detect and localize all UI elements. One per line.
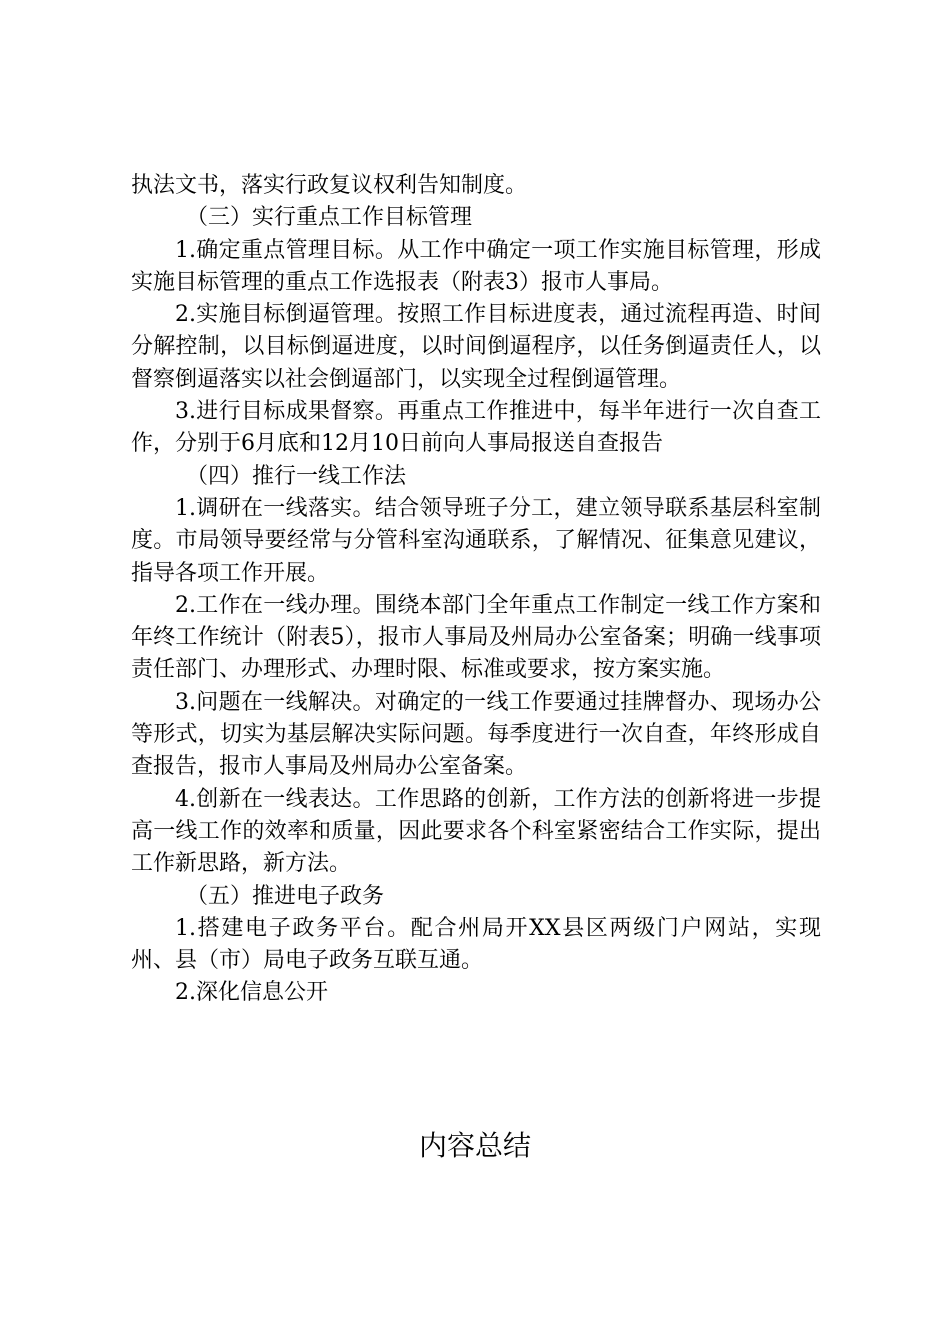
paragraph: 1.确定重点管理目标。从工作中确定一项工作实施目标管理，形成实施目标管理的重点工作选报表（附表3）报市人事局。 — [131, 237, 821, 295]
paragraph: 2.工作在一线办理。围绕本部门全年重点工作制定一线工作方案和年终工作统计（附表5），报市人事局及州局办公室备案；明确一线事项责任部门、办理形式、办理时限、标准或要求，按方案实施。 — [131, 592, 821, 683]
paragraph: 2.深化信息公开 — [175, 980, 328, 1006]
summary-title: 内容总结 — [418, 1129, 531, 1162]
paragraph: 4.创新在一线表达。工作思路的创新，工作方法的创新将进一步提高一线工作的效率和质量，因此要求各个科室紧密结合工作实际，提出工作新思路，新方法。 — [131, 786, 821, 877]
paragraph-continuation: 执法文书，落实行政复议权利告知制度。 — [131, 173, 528, 198]
section-heading-5: （五）推进电子政务 — [186, 883, 385, 909]
paragraph: 1.调研在一线落实。结合领导班子分工，建立领导联系基层科室制度。市局领导要经常与分管科室沟通联系，了解情况、征集意见建议，指导各项工作开展。 — [131, 495, 821, 586]
paragraph: 2.实施目标倒逼管理。按照工作目标进度表，通过流程再造、时间分解控制，以目标倒逼进度，以时间倒逼程序，以任务倒逼责任人，以督察倒逼落实以社会倒逼部门，以实现全过程倒逼管理。 — [131, 302, 821, 392]
paragraph: 3.进行目标成果督察。再重点工作推进中，每半年进行一次自查工作，分别于6月底和12月10日前向人事局报送自查报告 — [131, 399, 821, 457]
paragraph: 1.搭建电子政务平台。配合州局开XX县区两级门户网站，实现州、县（市）局电子政务互联互通。 — [131, 915, 821, 974]
section-heading-4: （四）推行一线工作法 — [186, 463, 407, 489]
paragraph: 3.问题在一线解决。对确定的一线工作要通过挂牌督办、现场办公等形式，切实为基层解决实际问题。每季度进行一次自查，年终形成自查报告，报市人事局及州局办公室备案。 — [131, 689, 821, 780]
document-body — [131, 170, 821, 1010]
section-heading-3: （三）实行重点工作目标管理 — [186, 205, 473, 231]
